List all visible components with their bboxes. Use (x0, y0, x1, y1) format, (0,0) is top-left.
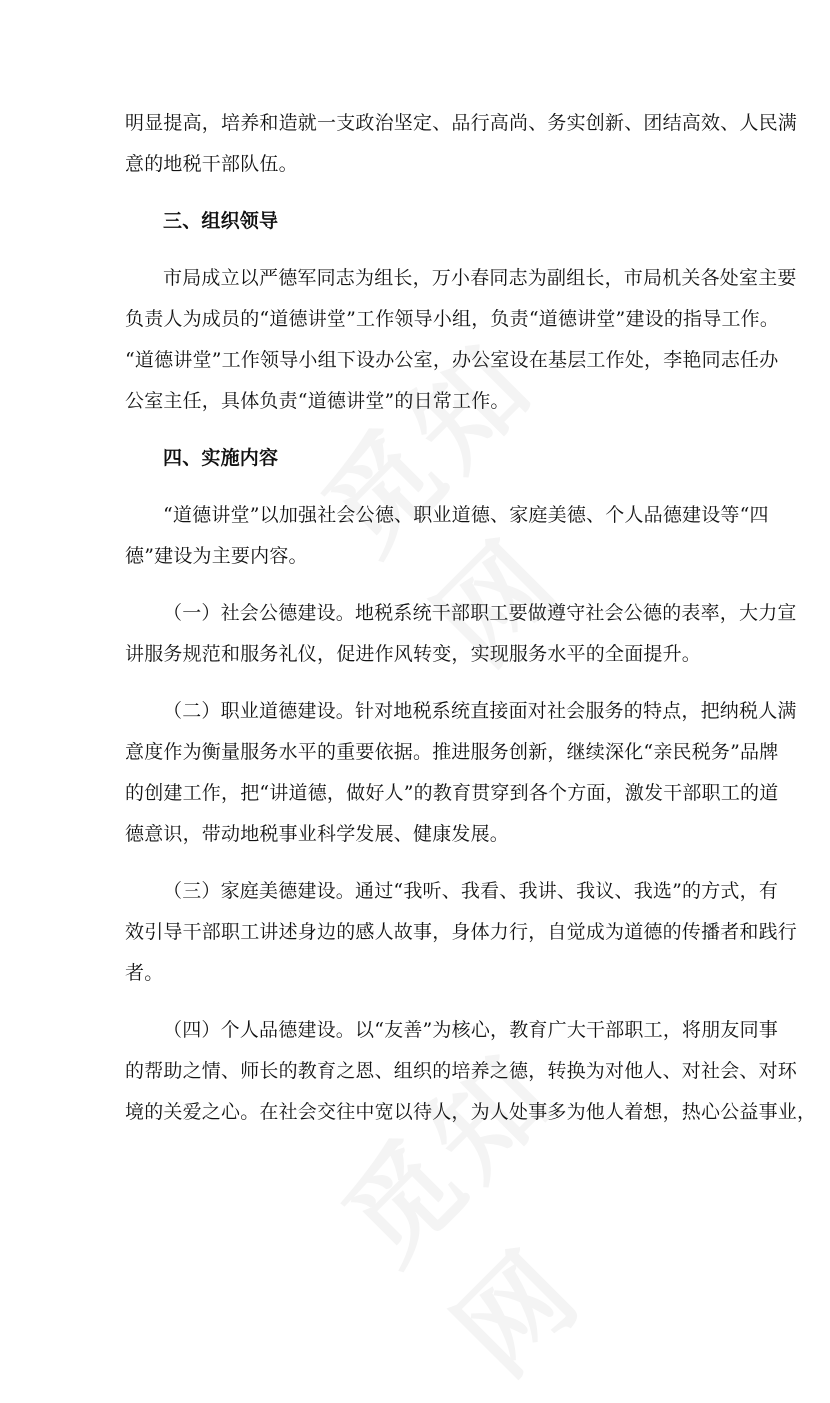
section-heading: 三、组织领导 (163, 210, 279, 232)
text-line: 明显提高，培养和造就一支政治坚定、品行高尚、务实创新、团结高效、人民满 (125, 112, 798, 134)
document-body (125, 103, 817, 1133)
section-heading: 四、实施内容 (163, 447, 279, 469)
text-line: 德”建设为主要内容。 (125, 545, 308, 567)
text-line: 意度作为衡量服务水平的重要依据。推进服务创新，继续深化“亲民税务”品牌 (125, 741, 779, 763)
text-line: 的帮助之情、师长的教育之恩、组织的培养之德，转换为对他人、对社会、对环 (125, 1060, 798, 1082)
text-line: （三）家庭美德建设。通过“我听、我看、我讲、我议、我选”的方式，有 (163, 880, 779, 902)
text-line: 效引导干部职工讲述身边的感人故事，身体力行，自觉成为道德的传播者和践行 (125, 921, 798, 943)
text-line: 公室主任，具体负责“道德讲堂”的日常工作。 (125, 390, 510, 412)
text-line: （一）社会公德建设。地税系统干部职工要做遵守社会公德的表率，大力宣 (163, 602, 797, 624)
text-line: 讲服务规范和服务礼仪，促进作风转变，实现服务水平的全面提升。 (125, 643, 702, 665)
text-line: “道德讲堂”以加强社会公德、职业道德、家庭美德、个人品德建设等“四 (163, 504, 769, 526)
text-line: 境的关爱之心。在社会交往中宽以待人，为人处事多为他人着想，热心公益事业， (125, 1101, 817, 1123)
text-line: “道德讲堂”工作领导小组下设办公室，办公室设在基层工作处，李艳同志任办 (125, 349, 779, 371)
text-line: 的创建工作，把“讲道德，做好人”的教育贯穿到各个方面，激发干部职工的道 (125, 782, 779, 804)
text-line: 负责人为成员的“道德讲堂”工作领导小组，负责“道德讲堂”建设的指导工作。 (125, 308, 780, 330)
text-line: 市局成立以严德军同志为组长，万小春同志为副组长，市局机关各处室主要 (163, 267, 797, 289)
text-line: 德意识，带动地税事业科学发展、健康发展。 (125, 823, 510, 845)
text-line: （二）职业道德建设。针对地税系统直接面对社会服务的特点，把纳税人满 (163, 700, 797, 722)
text-line: 者。 (125, 962, 164, 984)
text-line: （四）个人品德建设。以“友善”为核心，教育广大干部职工，将朋友同事 (163, 1019, 779, 1041)
text-line: 意的地税干部队伍。 (125, 153, 298, 175)
